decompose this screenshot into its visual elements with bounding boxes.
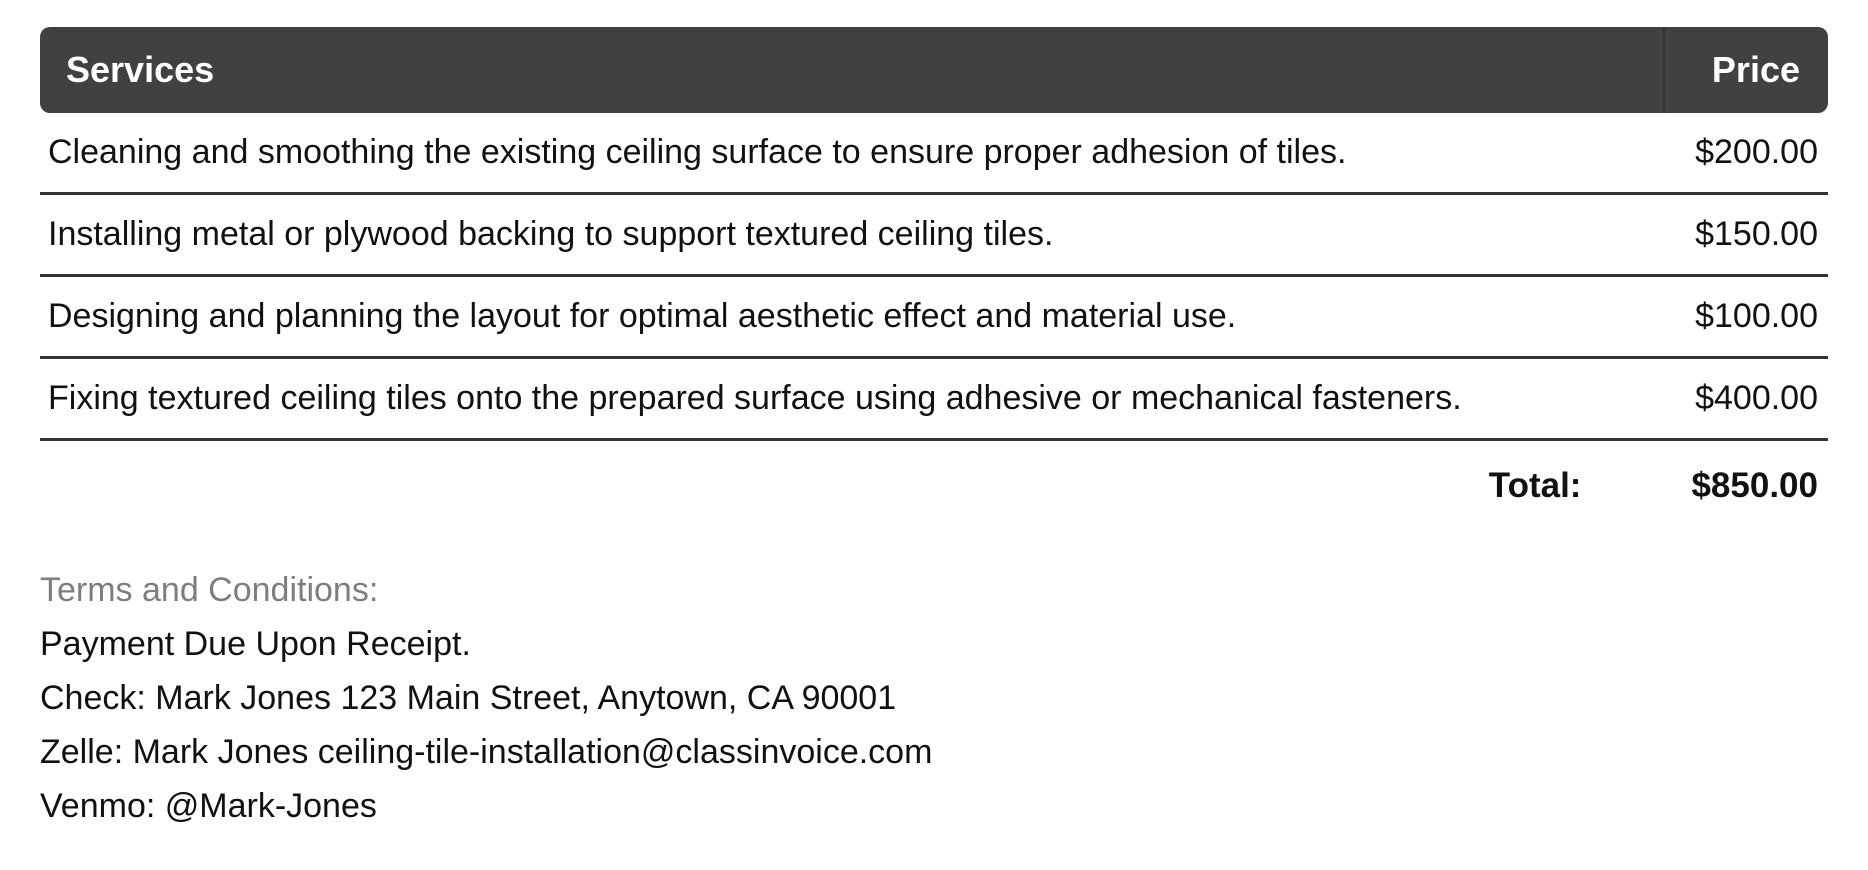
total-label: Total:	[1488, 466, 1582, 505]
services-column-header: Services	[66, 49, 215, 90]
terms-line-payment: Payment Due Upon Receipt.	[40, 625, 471, 663]
table-row	[40, 113, 1828, 195]
service-description: Fixing textured ceiling tiles onto the prepared surface using adhesive or mechanical fasteners.	[48, 379, 1462, 417]
terms-line-check: Check: Mark Jones 123 Main Street, Anytown, CA 90001	[40, 679, 897, 717]
price-column-header: Price	[1663, 27, 1828, 113]
table-row	[40, 359, 1828, 441]
service-price: $400.00	[1695, 379, 1818, 417]
service-description: Installing metal or plywood backing to support textured ceiling tiles.	[48, 215, 1054, 253]
services-table	[40, 27, 1828, 507]
total-row	[40, 441, 1828, 507]
table-row	[40, 195, 1828, 277]
table-row	[40, 277, 1828, 359]
terms-heading: Terms and Conditions:	[40, 571, 379, 609]
terms-section	[40, 563, 1828, 833]
service-price: $200.00	[1695, 133, 1818, 171]
total-amount: $850.00	[1691, 466, 1818, 505]
service-description: Cleaning and smoothing the existing ceiling surface to ensure proper adhesion of tiles.	[48, 133, 1347, 171]
service-price: $150.00	[1695, 215, 1818, 253]
terms-line-venmo: Venmo: @Mark-Jones	[40, 787, 377, 825]
service-price: $100.00	[1695, 297, 1818, 335]
terms-line-zelle: Zelle: Mark Jones ceiling-tile-installation@classinvoice.com	[40, 733, 933, 771]
invoice-page	[40, 27, 1828, 833]
service-description: Designing and planning the layout for optimal aesthetic effect and material use.	[48, 297, 1237, 335]
table-header-row	[40, 27, 1828, 113]
